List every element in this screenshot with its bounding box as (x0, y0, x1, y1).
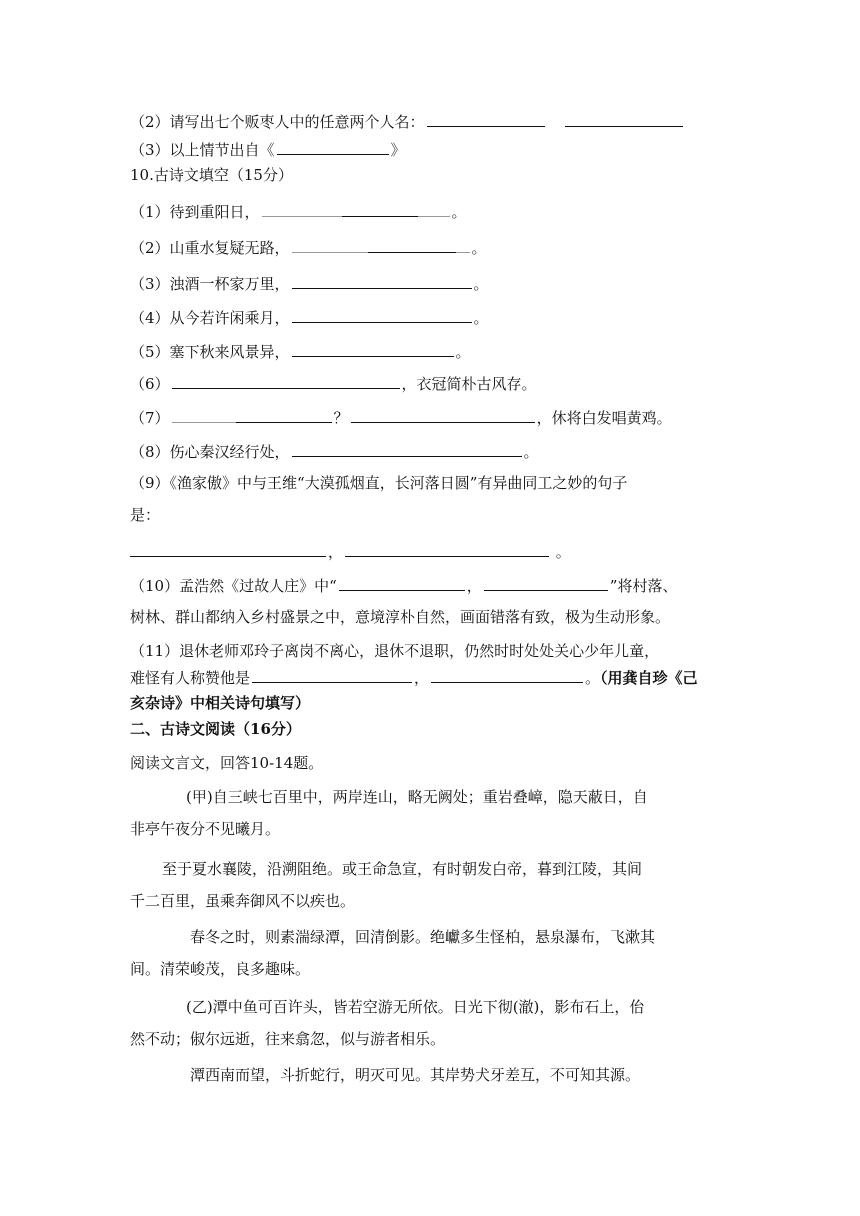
answer-blank[interactable] (345, 540, 549, 557)
answer-blank[interactable] (368, 236, 456, 253)
q10-item-5: （5）塞下秋来风景异， 。 (130, 340, 730, 362)
q10-item-4: （4）从今若许闲乘月， 。 (130, 306, 730, 328)
q10-item-1: （1）待到重阳日， 。 (130, 200, 730, 222)
answer-blank[interactable] (292, 306, 472, 323)
q10-item-8: （8）伤心秦汉经行处， 。 (130, 440, 730, 462)
passage-p3-line-1: 春冬之时，则素湍绿潭，回清倒影。绝巘多生怪柏，悬泉瀑布，飞漱其 (190, 928, 656, 946)
passage-p2-line-2: 千二百里，虽乘奔御风不以疾也。 (130, 892, 356, 910)
answer-blank[interactable] (236, 406, 332, 423)
answer-blank[interactable] (342, 200, 418, 217)
q10-item-11-line-1: （11）退休老师邓玲子离岗不离心，退休不退职，仍然时时处处关心少年儿童， (130, 642, 660, 660)
passage-p1-line-2: 非亭午夜分不见曦月。 (130, 820, 281, 838)
passage-p3-line-2: 间。清荣峻茂，良多趣味。 (130, 960, 311, 978)
answer-blank[interactable] (292, 272, 472, 289)
answer-blank[interactable] (292, 340, 454, 357)
q10-item-10-line-1: （10）孟浩然《过故人庄》中“ ， ”将村落、 (130, 574, 730, 596)
q10-item-11-line-2: 难怪有人称赞他是 ， 。（用龚自珍《己 (130, 666, 730, 688)
q10-item-11-line-3: 亥杂诗》中相关诗句填写） (130, 694, 311, 712)
answer-blank[interactable] (252, 666, 412, 683)
q10-item-9-line-2: 是： (130, 506, 161, 524)
question-10-title: 10.古诗文填空（15分） (130, 166, 293, 184)
answer-blank[interactable] (431, 666, 583, 683)
answer-blank[interactable] (427, 110, 545, 127)
answer-blank[interactable] (565, 110, 683, 127)
answer-blank[interactable] (292, 440, 522, 457)
question-9-part-3: （3）以上情节出自《 》 (130, 138, 730, 160)
answer-blank[interactable] (277, 138, 389, 155)
q10-item-2: （2）山重水复疑无路， 。 (130, 236, 730, 258)
answer-blank[interactable] (262, 200, 342, 217)
answer-blank[interactable] (172, 372, 400, 389)
q10-item-7: （7） ？ ，休将白发唱黄鸡。 (130, 406, 730, 428)
answer-blank[interactable] (418, 200, 450, 217)
q10-item-10-line-2: 树林、群山都纳入乡村盛景之中，意境淳朴自然，画面错落有致，极为生动形象。 (130, 608, 671, 626)
answer-blank[interactable] (484, 574, 608, 591)
passage-p2-line-1: 至于夏水襄陵，沿溯阻绝。或王命急宣，有时朝发白帝，暮到江陵，其间 (162, 860, 643, 878)
question-9-part-2: （2）请写出七个贩枣人中的任意两个人名： (130, 110, 730, 132)
answer-blank[interactable] (172, 406, 236, 423)
answer-blank[interactable] (351, 406, 535, 423)
section-2-title: 二、古诗文阅读（16分） (130, 720, 301, 738)
passage-p5-line-1: 潭西南而望，斗折蛇行，明灭可见。其岸势犬牙差互，不可知其源。 (190, 1066, 641, 1084)
q10-item-3: （3）浊酒一杯家万里， 。 (130, 272, 730, 294)
q10-item-9-line-1: （9）《渔家傲》中与王维“大漠孤烟直，长河落日圆”有异曲同工之妙的句子 (130, 474, 628, 492)
answer-blank[interactable] (339, 574, 465, 591)
answer-blank[interactable] (456, 236, 470, 253)
q10-item-6: （6） ，衣冠简朴古风存。 (130, 372, 730, 394)
reading-intro: 阅读文言文，回答10-14题。 (130, 754, 324, 772)
passage-p4-line-2: 然不动；俶尔远逝，往来翕忽，似与游者相乐。 (130, 1030, 446, 1048)
answer-blank[interactable] (292, 236, 368, 253)
passage-p4-line-1: (乙)潭中鱼可百许头，皆若空游无所依。日光下彻(澈)，影布石上，佁 (186, 998, 645, 1016)
answer-blank[interactable] (130, 540, 326, 557)
q10-item-9-line-3: ， 。 (130, 540, 730, 562)
passage-p1-line-1: (甲)自三峡七百里中，两岸连山，略无阙处；重岩叠嶂，隐天蔽日，自 (186, 788, 648, 806)
